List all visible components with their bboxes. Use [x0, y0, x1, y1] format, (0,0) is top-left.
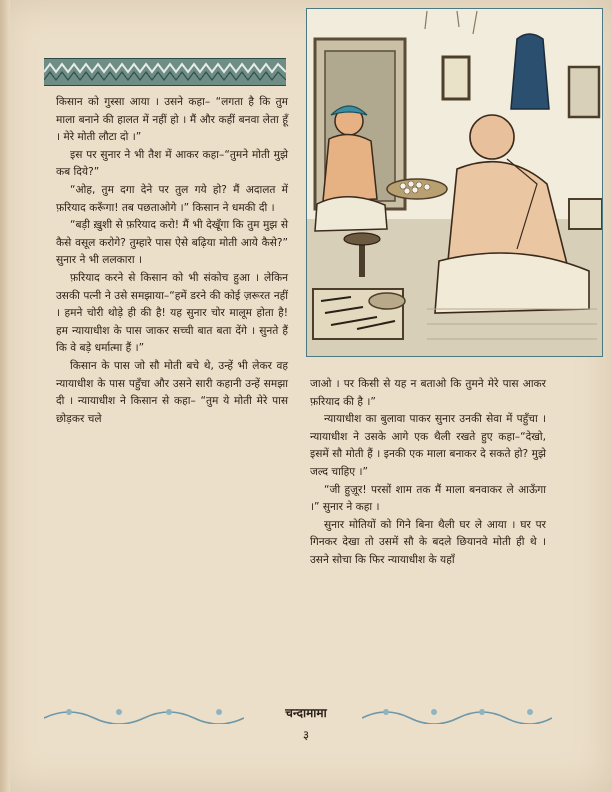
- paragraph: जाओ । पर किसी से यह न बताओ कि तुमने मेरे पास आकर फ़रियाद की है ।”: [310, 378, 546, 408]
- paragraph: “जी हुज़ूर! परसों शाम तक मैं माला बनवाकर ले आऊँगा ।” सुनार ने कहा ।: [310, 483, 546, 514]
- footer-ornament-left: [44, 702, 244, 724]
- zigzag-ornament-icon: [44, 59, 286, 85]
- decorative-header-band: [44, 58, 286, 86]
- paragraph: इस पर सुनार ने भी तैश में आकर कहा–“तुमने मोती मुझे कब दिये?”: [56, 148, 288, 179]
- paragraph: “बड़ी ख़ुशी से फ़रियाद करो! मैं भी देखूँगा कि तुम मुझ से कैसे वसूल करोगे? तुम्हारे पास ऐसे बढ़िया मोती आये कैसे?” सुनार ने भी ललकारा ।: [56, 219, 288, 267]
- paragraph: फ़रियाद करने से किसान को भी संकोच हुआ । लेकिन उसकी पत्नी ने उसे समझाया–“हमें डरने की कोई ज़रूरत नहीं । हमने चोरी थोड़े ही की है! यह सुनार चोर मालूम होता है! हम न्यायाधीश के पास जाकर सच्ची बात बता देंगे । सुनते हैं कि वे बड़े धर्मात्मा हैं ।”: [56, 271, 288, 355]
- page-spine-shadow: [0, 0, 10, 792]
- paragraph: किसान के पास जो सौ मोती बचे थे, उन्हें भी लेकर वह न्यायाधीश के पास पहुँचा और उसने सारी कहानी उन्हें समझा दी । न्यायाधीश ने किसान से कहा– “तुम ये मोती मेरे पास छोड़कर चले: [56, 359, 288, 425]
- vine-ornament-icon: [44, 702, 244, 724]
- story-illustration: [306, 8, 603, 357]
- paragraph: न्यायाधीश का बुलावा पाकर सुनार उनकी सेवा में पहुँचा । न्यायाधीश ने उसके आगे एक थैली रखते हुए कहा–“देखो, इसमें सौ मोती हैं । इनकी एक माला बनाकर दे सकते हो? मुझे जल्द चाहिए ।”: [310, 413, 546, 478]
- right-text-column: [310, 376, 546, 570]
- paragraph: किसान को गुस्सा आया । उसने कहा– “लगता है कि तुम माला बनाने की हालत में नहीं हो । मैं और कहीं बनवा लेता हूँ । मेरे मोती लौटा दो ।”: [56, 96, 288, 144]
- paragraph: सुनार मोतियों को गिने बिना थैली घर ले आया । घर पर गिनकर देखा तो उसमें सौ के बदले छियानवे मोती ही थे । उसने सोचा कि फिर न्यायाधीश के यहाँ: [310, 518, 546, 566]
- goldsmith-and-farmer-illustration-icon: [307, 9, 602, 356]
- page-number: ३: [302, 728, 310, 742]
- footer-ornament-right: [362, 702, 552, 724]
- vine-ornament-icon: [362, 702, 552, 724]
- left-text-column: [56, 94, 288, 428]
- paragraph: “ओह, तुम दगा देने पर तुल गये हो? मैं अदालत में फ़रियाद करूँगा! तब पछताओगे ।” किसान ने धमकी दी ।: [56, 183, 288, 214]
- magazine-masthead: चन्दामामा: [285, 706, 327, 720]
